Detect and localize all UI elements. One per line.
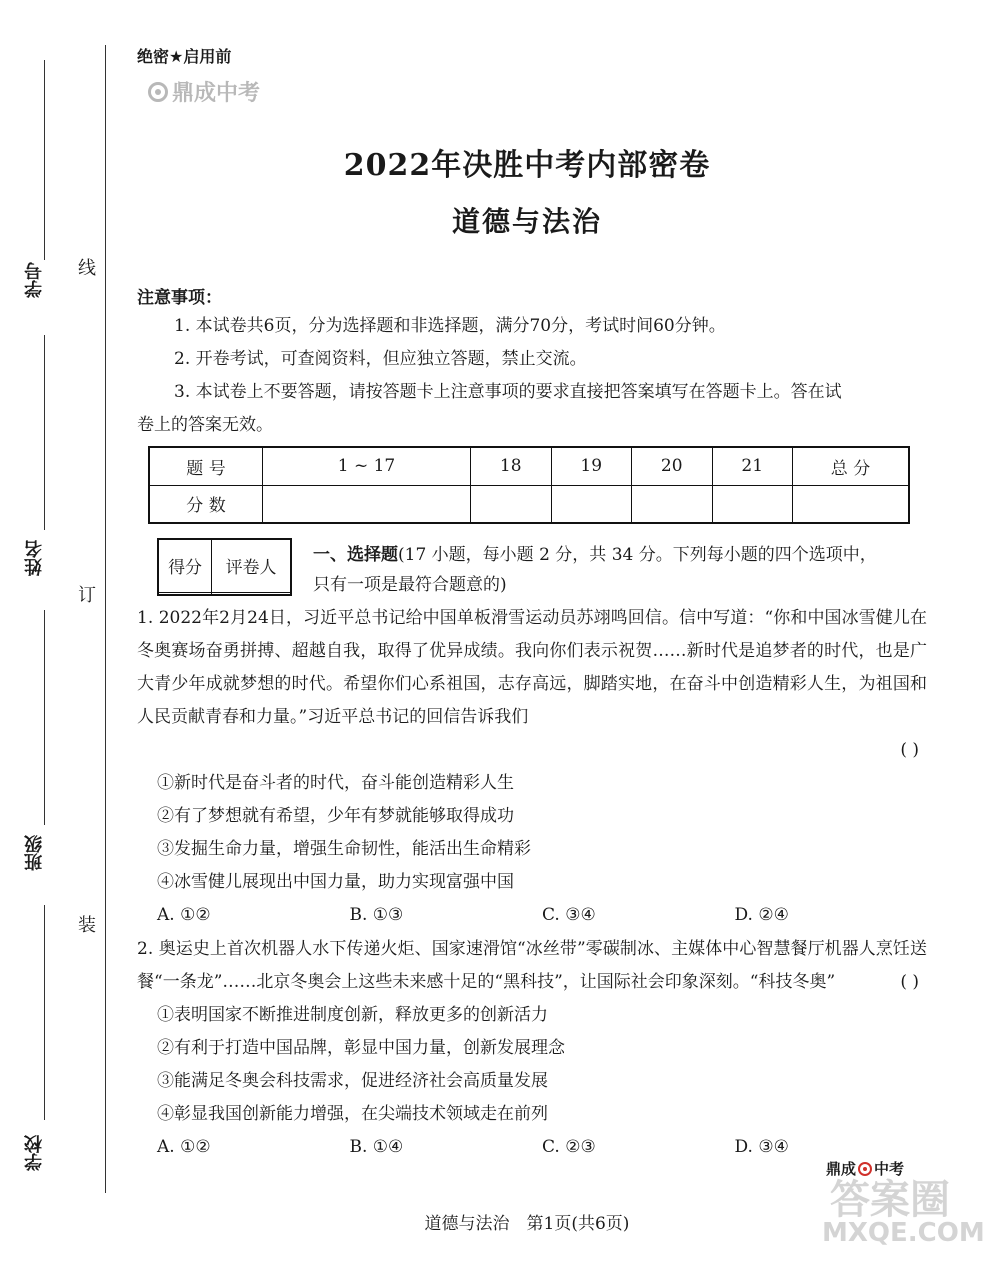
- exam-subject: 道德与法治: [451, 205, 602, 238]
- choice-a[interactable]: A. ①②: [157, 905, 211, 925]
- grader-score-cell[interactable]: [158, 592, 212, 595]
- answer-paren[interactable]: ( ): [900, 972, 919, 992]
- score-col-header: 20: [632, 447, 713, 485]
- score-cell[interactable]: [471, 485, 552, 523]
- statement: ④彰显我国创新能力增强，在尖端技术领域走在前列: [157, 1104, 548, 1124]
- score-row-label: 分 数: [149, 485, 263, 523]
- section-title: 一、选择题: [313, 545, 398, 565]
- student-id-label: 学号: [24, 262, 45, 298]
- notice-item: 2. 开卷考试，可查阅资料，但应独立答题，禁止交流。: [174, 349, 587, 369]
- name-line: [44, 335, 45, 530]
- score-cell[interactable]: [712, 485, 793, 523]
- grader-name-header: 评卷人: [212, 539, 291, 592]
- score-table: [148, 446, 910, 524]
- score-col-header: 1 ~ 17: [263, 447, 471, 485]
- grader-table: [157, 538, 292, 596]
- score-col-header: 总 分: [793, 447, 910, 485]
- school-label: 学校: [24, 1135, 45, 1171]
- choice-d[interactable]: D. ③④: [734, 1137, 789, 1157]
- grader-score-header: 得分: [158, 539, 212, 592]
- choice-a[interactable]: A. ①②: [157, 1137, 211, 1157]
- choice-row: [137, 1131, 927, 1164]
- notice-item: 卷上的答案无效。: [137, 415, 273, 435]
- statement: ④冰雪健儿展现出中国力量，助力实现富强中国: [157, 872, 514, 892]
- choice-c[interactable]: C. ③④: [542, 905, 596, 925]
- score-cell[interactable]: [551, 485, 632, 523]
- statement: ②有了梦想就有希望，少年有梦就能够取得成功: [157, 806, 514, 826]
- grader-name-cell[interactable]: [212, 592, 291, 595]
- brand-left: 鼎成: [826, 1160, 857, 1178]
- class-line: [44, 610, 45, 825]
- score-cell[interactable]: [632, 485, 713, 523]
- choice-row: [137, 899, 927, 932]
- choice-d[interactable]: D. ②④: [734, 905, 789, 925]
- watermark-url: MXQE.COM: [822, 1218, 985, 1248]
- name-label: 姓名: [24, 540, 45, 576]
- page-footer: 道德与法治 第1页(共6页): [424, 1214, 630, 1234]
- notice-item: 1. 本试卷共6页，分为选择题和非选择题，满分70分，考试时间60分钟。: [174, 316, 726, 336]
- question-stem: 1. 2022年2月24日，习近平总书记给中国单板滑雪运动员苏翊鸣回信。信中写道：“你和中国冰雪健儿在冬奥赛场奋勇拼搏、超越自我，取得了优异成绩。我向你们表示祝贺……新时代是追梦者的时代，也是广大青少年成就梦想的时代。希望你们心系祖国，志存高远，脚踏实地，在奋斗中创造精彩人生，为祖国和人民贡献青春和力量。”习近平总书记的回信告诉我们: [137, 608, 927, 727]
- binding-char-line: 线: [75, 258, 96, 276]
- statement: ③能满足冬奥会科技需求，促进经济社会高质量发展: [157, 1071, 548, 1091]
- question-stem: 2. 奥运史上首次机器人水下传递火炬、国家速滑馆“冰丝带”零碳制冰、主媒体中心智慧餐厅机器人烹饪送餐“一条龙”……北京冬奥会上这些未来感十足的“黑科技”，让国际社会印象深刻。“科技冬奥”: [137, 939, 927, 992]
- confidential-label: 绝密★启用前: [137, 47, 232, 66]
- school-line: [44, 905, 45, 1120]
- class-label: 班级: [24, 835, 45, 871]
- binding-char-staple: 订: [75, 585, 96, 603]
- notice-list: [137, 310, 927, 442]
- question-1: [137, 602, 927, 932]
- score-col-header: 21: [712, 447, 793, 485]
- notice-item: 3. 本试卷上不要答题，请按答题卡上注意事项的要求直接把答案填写在答题卡上。答在试: [174, 382, 842, 402]
- exam-title: 2022年决胜中考内部密卷: [343, 148, 711, 183]
- table-row: [158, 592, 291, 595]
- binding-char-bind: 装: [75, 915, 96, 933]
- answer-paren[interactable]: ( ): [900, 740, 919, 760]
- score-row-label: 题 号: [149, 447, 263, 485]
- score-col-header: 19: [551, 447, 632, 485]
- score-col-header: 18: [471, 447, 552, 485]
- section-heading: [313, 540, 923, 600]
- section-desc-cont: 只有一项是最符合题意的): [313, 575, 507, 595]
- watermark-main: 答案圈: [830, 1177, 950, 1223]
- question-2: [137, 933, 927, 1164]
- logo-text: 鼎成中考: [172, 81, 261, 106]
- statement: ③发掘生命力量，增强生命韧性，能活出生命精彩: [157, 839, 531, 859]
- statement: ①表明国家不断推进制度创新，释放更多的创新活力: [157, 1005, 548, 1025]
- choice-b[interactable]: B. ①④: [349, 1137, 404, 1157]
- section-desc: (17 小题，每小题 2 分，共 34 分。下列每小题的四个选项中，: [398, 545, 877, 565]
- table-row: [149, 485, 909, 523]
- table-row: [149, 447, 909, 485]
- score-cell[interactable]: [793, 485, 910, 523]
- choice-c[interactable]: C. ②③: [542, 1137, 596, 1157]
- statement: ②有利于打造中国品牌，彰显中国力量，创新发展理念: [157, 1038, 565, 1058]
- logo-ring-icon: [148, 82, 168, 102]
- table-row: [158, 539, 291, 592]
- brand-right: 中考: [874, 1160, 905, 1178]
- choice-b[interactable]: B. ①③: [349, 905, 404, 925]
- statement: ①新时代是奋斗者的时代，奋斗能创造精彩人生: [157, 773, 514, 793]
- notice-heading: 注意事项：: [137, 288, 222, 308]
- score-cell[interactable]: [263, 485, 471, 523]
- publisher-logo: [148, 76, 260, 107]
